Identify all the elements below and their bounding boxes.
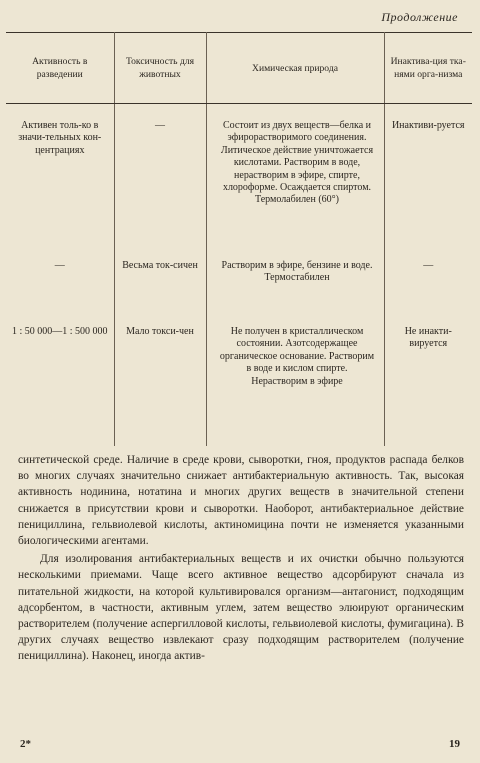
paragraph: синтетической среде. Наличие в среде крови, сыворотки, гноя, продуктов распада белков во многих случаях значительно снижает антибактериальную активность. Так, высокая активность нодинина, нотатина и многих других веществ в значительной степени снижается в присутствии крови и сыворотки. Наоборот, антибактериальное действие пенициллина, гельвиолевой кислоты, актиномицина почти не изменяется указанными биологическими агентами. xyxy=(18,454,464,548)
table-cell: Мало токси-чен xyxy=(114,320,206,446)
table-cell: Активен толь-ко в значи-тельных кон-центрациях xyxy=(6,104,114,255)
table-cell: — xyxy=(114,104,206,255)
properties-table xyxy=(6,32,472,446)
table-row xyxy=(6,254,472,320)
column-header-inactivation: Инактива-ция тка-нями орга-низма xyxy=(384,33,472,104)
body-text xyxy=(18,452,464,665)
column-header-activity: Активность в разведении xyxy=(6,33,114,104)
table-cell: Весьма ток-сичен xyxy=(114,254,206,320)
paragraph: Для изолирования антибактериальных веществ и их очистки обычно пользуются несколькими приемами. Чаще всего активное вещество адсорбируют сначала из питательной жидкости, на которой культивировался организм—антагонист, подходящим адсорбентом, в частности, активным углем, затем вещество элюируют органическим растворителем (получение аспергилловой кислоты, гельвиолевой кислоты, фумигацина). В других случаях вещество извлекают сразу подходящим растворителем (получение пенициллина). Наконец, иногда актив- xyxy=(18,553,464,663)
table-header-row xyxy=(6,33,472,104)
table-cell: Не инакти-вируется xyxy=(384,320,472,446)
table-cell: Состоит из двух веществ—белка и эфирорастворимого соединения. Литическое действие уничтожается кислотами. Растворим в воде, нерастворим в эфире, спирте, хлороформе. Осаждается спиртом. Термолабилен (60°) xyxy=(206,104,384,255)
table-cell: 1 : 50 000—1 : 500 000 xyxy=(6,320,114,446)
table-cell: Не получен в кристаллическом состоянии. Азотсодержащее органическое основание. Растворим в воде и кислом спирте. Нерастворим в эфире xyxy=(206,320,384,446)
column-header-toxicity: Токсичность для животных xyxy=(114,33,206,104)
table-cell: — xyxy=(6,254,114,320)
continuation-label: Продолжение xyxy=(381,10,458,24)
signature-mark: 2* xyxy=(20,738,31,750)
table-cell: — xyxy=(384,254,472,320)
table-row xyxy=(6,320,472,446)
page-number: 19 xyxy=(449,738,460,750)
table-row xyxy=(6,104,472,255)
table-cell: Инактиви-руется xyxy=(384,104,472,255)
table-cell: Растворим в эфире, бензине и воде. Термостабилен xyxy=(206,254,384,320)
column-header-chemistry: Химическая природа xyxy=(206,33,384,104)
